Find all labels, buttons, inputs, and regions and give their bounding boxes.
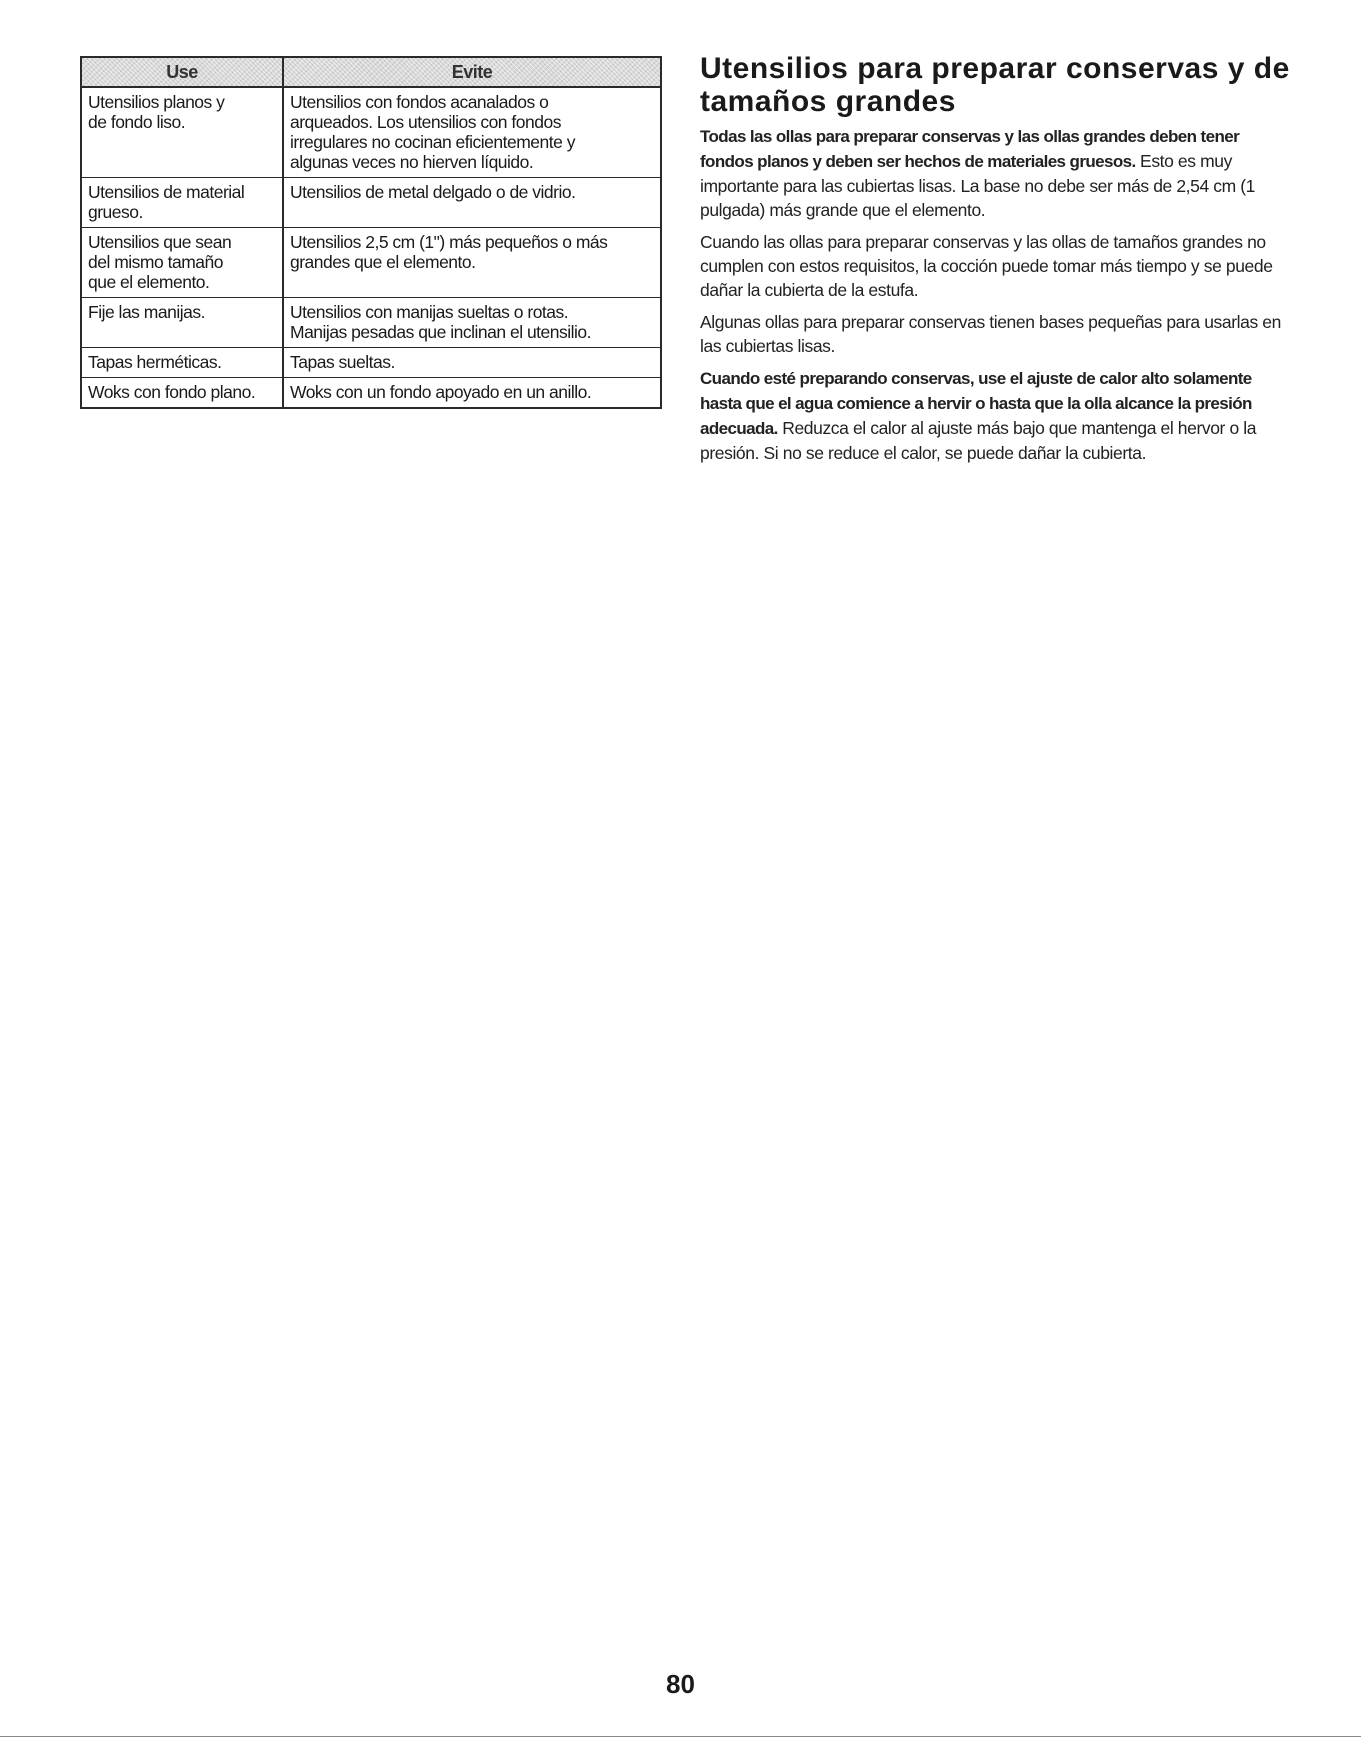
table-row bbox=[81, 348, 661, 378]
bottom-rule bbox=[0, 1736, 1361, 1737]
body-text: Reduzca el calor al ajuste más bajo que mantenga el hervor o la presión. Si no se reduce el calor, se puede dañar la cubierta. bbox=[700, 418, 1257, 463]
avoid-cell: Tapas sueltas. bbox=[283, 348, 661, 378]
page-number: 80 bbox=[666, 1669, 695, 1699]
avoid-column-header: Evite bbox=[283, 57, 661, 87]
table-row bbox=[81, 87, 661, 178]
use-column-header: Use bbox=[81, 57, 283, 87]
bold-lead-text: Todas las ollas para preparar conservas y las ollas grandes deben tener fondos planos y deben ser hechos de materiales gruesos. bbox=[700, 127, 1240, 171]
avoid-cell: Utensilios de metal delgado o de vidrio. bbox=[283, 178, 661, 228]
canning-cookware-section bbox=[700, 52, 1292, 473]
paragraph-small-bases: Algunas ollas para preparar conservas tienen bases pequeñas para usarlas en las cubiertas lisas. bbox=[700, 312, 1281, 356]
table-row bbox=[81, 298, 661, 348]
use-cell: Utensilios que sean del mismo tamaño que el elemento. bbox=[81, 228, 283, 298]
table-row bbox=[81, 178, 661, 228]
use-cell: Utensilios planos y de fondo liso. bbox=[81, 87, 283, 178]
avoid-cell: Woks con un fondo apoyado en un anillo. bbox=[283, 378, 661, 409]
cookware-use-avoid-table bbox=[80, 56, 662, 409]
use-cell: Utensilios de material grueso. bbox=[81, 178, 283, 228]
avoid-cell: Utensilios con fondos acanalados o arqueados. Los utensilios con fondos irregulares no cocinan eficientemente y algunas veces no hierven líquido. bbox=[283, 87, 661, 178]
bold-lead-text: Cuando esté preparando conservas, use el ajuste de calor alto solamente hasta que el agua comience a hervir o hasta que la olla alcance la presión adecuada. bbox=[700, 369, 1252, 438]
use-cell: Woks con fondo plano. bbox=[88, 382, 256, 402]
table-row bbox=[81, 378, 661, 409]
avoid-cell: Utensilios 2,5 cm (1") más pequeños o más grandes que el elemento. bbox=[283, 228, 661, 298]
paragraph-consequences: Cuando las ollas para preparar conservas y las ollas de tamaños grandes no cumplen con estos requisitos, la cocción puede tomar más tiempo y se puede dañar la cubierta de la estufa. bbox=[700, 232, 1273, 300]
use-cell: Tapas herméticas. bbox=[81, 348, 283, 378]
avoid-cell: Utensilios con manijas sueltas o rotas. Manijas pesadas que inclinan el utensilio. bbox=[283, 298, 661, 348]
table-row bbox=[81, 228, 661, 298]
paragraph-requirements bbox=[700, 124, 1292, 222]
paragraph-heat-setting bbox=[700, 366, 1292, 465]
use-cell: Fije las manijas. bbox=[81, 298, 283, 348]
body-text: Esto es muy importante para las cubiertas lisas. La base no debe ser más de 2,54 cm (1 pulgada) más grande que el elemento. bbox=[700, 151, 1256, 220]
section-heading: Utensilios para preparar conservas y de tamaños grandes bbox=[700, 52, 1290, 118]
